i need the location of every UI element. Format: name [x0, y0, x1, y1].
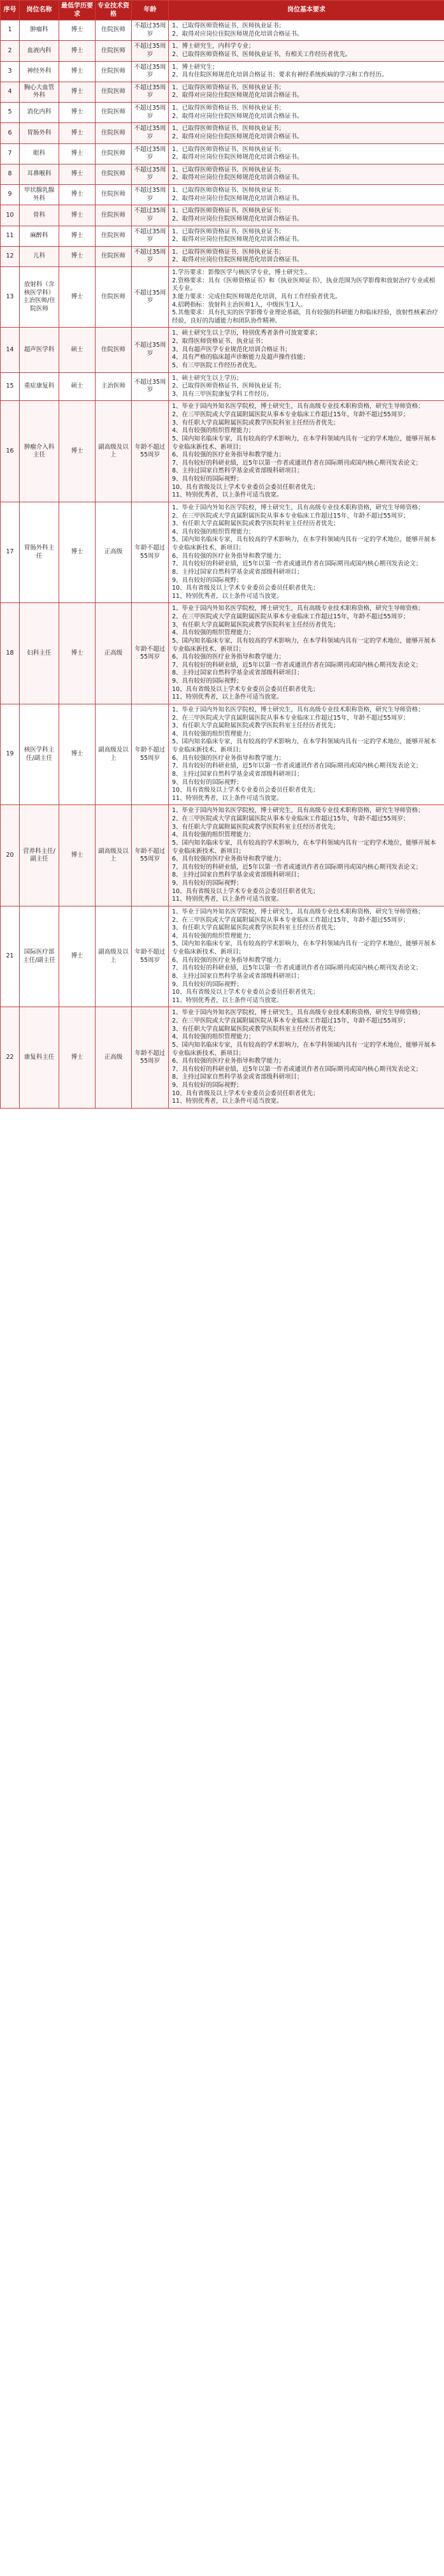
requirement-line: 9、具有较好的国际视野； — [172, 980, 243, 988]
cell-no: 1 — [1, 20, 20, 41]
cell-education: 博士 — [59, 1007, 96, 1109]
cell-education: 博士 — [59, 704, 96, 805]
cell-no: 15 — [1, 372, 20, 401]
requirement-line: 1、硕士研究生以上学历，特别优秀者条件可放宽要求； — [172, 330, 322, 337]
requirement-line: 2、具有住院医师规范化培训合格证书；要求有神经系统疾病的学习和工作经历。 — [172, 71, 388, 79]
cell-qualification: 住院医师 — [96, 143, 132, 164]
cell-age: 不超过35周岁 — [132, 185, 169, 205]
cell-requirements — [169, 328, 444, 372]
requirement-line: 1、博士研究生，内科学专业； — [172, 43, 255, 50]
cell-education: 博士 — [59, 603, 96, 704]
cell-post: 血液内科 — [20, 41, 59, 61]
header-qualification: 专业技术资格 — [96, 1, 132, 20]
requirement-line: 2、在三甲医院或大学直属附属医院从事本专业临床工作超过15年，年龄不超过55周岁； — [172, 714, 410, 722]
requirement-line: 11、特别优秀者，以上条件可适当放宽。 — [172, 1098, 283, 1105]
table-row — [1, 704, 444, 805]
cell-qualification: 副高级及以上 — [96, 906, 132, 1007]
requirement-line: 4、具有较强的组织管理能力； — [172, 528, 255, 535]
cell-education: 硕士 — [59, 328, 96, 372]
requirement-line: 1、毕业于国内外知名医学院校，博士研究生，具有高级专业技术职称资格，研究生导师资格； — [172, 504, 424, 511]
cell-post: 放射科（含核医学科）主治医师/住院医师 — [20, 267, 59, 328]
table-row — [1, 82, 444, 102]
requirement-line: 4、具有较强的组织管理能力； — [172, 1033, 255, 1041]
cell-no: 7 — [1, 143, 20, 164]
cell-post: 消化内科 — [20, 103, 59, 123]
requirement-line: 2、取得对应岗位住院医师规范化培训合格证书。 — [172, 215, 303, 222]
cell-age: 不超过35周岁 — [132, 164, 169, 184]
cell-post: 儿科 — [20, 246, 59, 266]
table-row — [1, 143, 444, 164]
header-age: 年龄 — [132, 1, 169, 20]
requirement-line: 10、具有省级及以上学术专业委员会委员任职者优先； — [172, 989, 319, 996]
requirement-line: 9、具有较好的国际视野； — [172, 1082, 243, 1089]
requirement-line: 1、已取得医师资格证书、医师执业证书； — [172, 248, 285, 256]
cell-qualification: 住院医师 — [96, 328, 132, 372]
requirement-line: 3、具有三甲医院康复学科工作经历。 — [172, 390, 273, 398]
cell-requirements — [169, 123, 444, 143]
cell-post: 神经外科 — [20, 61, 59, 82]
cell-qualification: 副高级及以上 — [96, 805, 132, 906]
requirement-line: 1、毕业于国内外知名医学院校，博士研究生，具有高级专业技术职称资格，研究生导师资格； — [172, 605, 424, 613]
cell-requirements — [169, 906, 444, 1007]
cell-age: 不超过35周岁 — [132, 61, 169, 82]
cell-no: 3 — [1, 61, 20, 82]
requirement-line: 4、具有较强的组织管理能力； — [172, 831, 255, 839]
cell-requirements — [169, 185, 444, 205]
requirement-line: 2、取得对应岗位住院医师规范化培训合格证书。 — [172, 30, 303, 38]
requirement-line: 6、具有较强的医疗业务指导和教学能力； — [172, 1058, 285, 1065]
requirement-line: 1、博士研究生； — [172, 63, 218, 71]
requirement-line: 2、在三甲医院或大学直属附属医院从事本专业临床工作超过15年，年龄不超过55周岁； — [172, 916, 410, 924]
requirement-line: 2、在三甲医院或大学直属附属医院从事本专业临床工作超过15年，年龄不超过55周岁； — [172, 815, 410, 822]
cell-requirements — [169, 205, 444, 226]
requirement-line: 3、有任职大学直属附属医院或教学医院科室主任经历者优先； — [172, 924, 340, 932]
requirement-line: 9、具有较好的国际视野； — [172, 778, 243, 786]
cell-requirements — [169, 805, 444, 906]
cell-qualification: 住院医师 — [96, 103, 132, 123]
header-education: 最低学历要求 — [59, 1, 96, 20]
cell-qualification: 住院医师 — [96, 226, 132, 246]
table-row — [1, 372, 444, 401]
requirement-line: 5.其他要求：具有扎实的医学影像专业理论基础，具有较强的科研能力和临床经验，放射性核素治疗经验，良好的沟通能力和团队协作精神。 — [172, 309, 438, 324]
cell-post: 胃肠外科 — [20, 123, 59, 143]
cell-qualification: 正高级 — [96, 603, 132, 704]
cell-education: 博士 — [59, 205, 96, 226]
requirement-line: 1、毕业于国内外知名医学院校，博士研究生，具有高级专业技术职称资格，研究生导师资格； — [172, 1009, 424, 1017]
cell-education: 博士 — [59, 103, 96, 123]
cell-qualification: 住院医师 — [96, 267, 132, 328]
cell-requirements — [169, 82, 444, 102]
requirement-line: 6、具有较强的医疗业务指导和教学能力； — [172, 552, 285, 560]
requirement-line: 3、具有超声医学专业规范化培训合格证书； — [172, 346, 291, 353]
cell-age: 不超过35周岁 — [132, 328, 169, 372]
cell-post: 麻醉科 — [20, 226, 59, 246]
requirement-line: 1、已取得医师资格证书、医师执业证书； — [172, 125, 285, 133]
cell-qualification: 住院医师 — [96, 205, 132, 226]
cell-education: 博士 — [59, 805, 96, 906]
table-row — [1, 267, 444, 328]
cell-no: 5 — [1, 103, 20, 123]
cell-requirements — [169, 372, 444, 401]
requirement-line: 5、国内知名临床专家，具有较高的学术影响力，在本学科领域内具有一定的学术地位，能够开展本专业临床新技术、新项目； — [172, 738, 436, 753]
requirement-line: 7、具有较好的科研业绩，近5年以第一作者或通讯作者在国际期刊或国内核心期刊发表论文； — [172, 863, 422, 871]
cell-qualification: 副高级及以上 — [96, 704, 132, 805]
requirement-line: 1、毕业于国内外知名医学院校，博士研究生，具有高级专业技术职称资格，研究生导师资格； — [172, 403, 424, 411]
cell-post: 骨科 — [20, 205, 59, 226]
requirement-line: 6、具有较强的医疗业务指导和教学能力； — [172, 956, 285, 964]
cell-requirements — [169, 1007, 444, 1109]
cell-post: 国际医疗部主任/副主任 — [20, 906, 59, 1007]
cell-requirements — [169, 226, 444, 246]
requirement-line: 2、取得对应岗位住院医师规范化培训合格证书。 — [172, 133, 303, 140]
cell-qualification: 副高级及以上 — [96, 401, 132, 502]
requirement-line: 2、已取得医师资格证书、医师执业证书； — [172, 382, 285, 390]
cell-post: 超声医学科 — [20, 328, 59, 372]
table-row — [1, 906, 444, 1007]
table-row — [1, 805, 444, 906]
requirement-line: 4、具有严格的临床超声诊断能力及超声操作技能； — [172, 354, 310, 361]
cell-post: 核医学科主任/副主任 — [20, 704, 59, 805]
cell-requirements — [169, 603, 444, 704]
header-requirements: 岗位基本要求 — [169, 1, 444, 20]
cell-age: 不超过35周岁 — [132, 205, 169, 226]
requirement-line: 11、特别优秀者，以上条件可适当放宽。 — [172, 996, 283, 1004]
cell-requirements — [169, 20, 444, 41]
table-row — [1, 502, 444, 603]
cell-education: 博士 — [59, 123, 96, 143]
cell-qualification: 住院医师 — [96, 41, 132, 61]
requirement-line: 4、具有较强的组织管理能力； — [172, 932, 255, 940]
cell-education: 博士 — [59, 401, 96, 502]
requirement-line: 8、主持过国家自然科学基金或省部级科研项目； — [172, 770, 303, 778]
requirement-line: 2、在三甲医院或大学直属附属医院从事本专业临床工作超过15年，年龄不超过55周岁； — [172, 613, 410, 620]
cell-education: 博士 — [59, 502, 96, 603]
requirement-line: 3、有任职大学直属附属医院或教学医院科室主任经历者优先； — [172, 520, 340, 528]
cell-requirements — [169, 103, 444, 123]
cell-education: 博士 — [59, 906, 96, 1007]
requirement-line: 9、具有较好的国际视野； — [172, 476, 243, 483]
table-row — [1, 61, 444, 82]
table-row — [1, 246, 444, 266]
requirement-line: 1、已取得医师资格证书、医师执业证书； — [172, 207, 285, 215]
cell-age: 年龄不超过55周岁 — [132, 401, 169, 502]
requirement-line: 11、特别优秀者，以上条件可适当放宽。 — [172, 694, 283, 701]
cell-qualification: 住院医师 — [96, 164, 132, 184]
requirement-line: 1、已取得医师资格证书、医师执业证书； — [172, 84, 285, 91]
requirement-line: 1、已取得医师资格证书、医师执业证书； — [172, 187, 285, 194]
requirement-line: 4.招聘指标：放射科主治医师1人，中级医生1人。 — [172, 301, 307, 309]
requirement-line: 1、已取得医师资格证书、医师执业证书； — [172, 22, 285, 29]
requirement-line: 2、在三甲医院或大学直属附属医院从事本专业临床工作超过15年，年龄不超过55周岁； — [172, 512, 410, 520]
cell-qualification: 住院医师 — [96, 20, 132, 41]
requirement-line: 7、具有较好的科研业绩，近5年以第一作者或通讯作者在国际期刊或国内核心期刊发表论文； — [172, 560, 422, 568]
cell-age: 不超过35周岁 — [132, 123, 169, 143]
requirement-line: 2、取得对应岗位住院医师规范化培训合格证书。 — [172, 92, 303, 99]
requirement-line: 7、具有较好的科研业绩，近5年以第一作者或通讯作者在国际期刊或国内核心期刊发表论文； — [172, 964, 422, 972]
cell-no: 12 — [1, 246, 20, 266]
cell-age: 不超过35周岁 — [132, 267, 169, 328]
cell-age: 年龄不超过55周岁 — [132, 502, 169, 603]
requirement-line: 10、具有省级及以上学术专业委员会委员任职者优先； — [172, 887, 319, 895]
requirement-line: 6、具有较强的医疗业务指导和教学能力； — [172, 451, 285, 459]
requirement-line: 1、已取得医师资格证书、医师执业证书； — [172, 145, 285, 153]
cell-education: 博士 — [59, 246, 96, 266]
cell-no: 18 — [1, 603, 20, 704]
requirement-line: 11、特别优秀者，以上条件可适当放宽。 — [172, 896, 283, 903]
requirement-line: 3、有任职大学直属附属医院或教学医院科室主任经历者优先； — [172, 722, 340, 730]
cell-education: 博士 — [59, 82, 96, 102]
table-row — [1, 328, 444, 372]
recruitment-table — [0, 0, 444, 1109]
requirement-line: 9、具有较好的国际视野； — [172, 678, 243, 685]
requirement-line: 1、毕业于国内外知名医学院校，博士研究生，具有高级专业技术职称资格，研究生导师资格； — [172, 807, 424, 815]
cell-age: 不超过35周岁 — [132, 41, 169, 61]
table-row — [1, 103, 444, 123]
requirement-line: 2、取得对应岗位住院医师规范化培训合格证书。 — [172, 174, 303, 182]
cell-no: 8 — [1, 164, 20, 184]
cell-education: 博士 — [59, 164, 96, 184]
requirement-line: 1、毕业于国内外知名医学院校，博士研究生，具有高级专业技术职称资格，研究生导师资格； — [172, 908, 424, 915]
requirement-line: 5、国内知名临床专家，具有较高的学术影响力，在本学科领域内具有一定的学术地位，能够开展本专业临床新技术、新项目； — [172, 940, 436, 956]
cell-requirements — [169, 143, 444, 164]
cell-age: 年龄不超过55周岁 — [132, 603, 169, 704]
requirement-line: 7、具有较好的科研业绩，近5年以第一作者或通讯作者在国际期刊或国内核心期刊发表论文； — [172, 1065, 422, 1073]
cell-post: 耳鼻喉科 — [20, 164, 59, 184]
requirement-line: 10、具有省级及以上学术专业委员会委员任职者优先； — [172, 483, 319, 491]
requirement-line: 2、已取得医师资格证书、医师执业证书，有相关工作经历者优先。 — [172, 50, 352, 58]
requirement-line: 5、国内知名临床专家，具有较高的学术影响力，在本学科领域内具有一定的学术地位，能够开展本专业临床新技术、新项目； — [172, 637, 436, 653]
cell-post: 胃肠外科主任 — [20, 502, 59, 603]
requirement-line: 7、具有较好的科研业绩，近5年以第一作者或通讯作者在国际期刊或国内核心期刊发表论文； — [172, 762, 422, 770]
requirement-line: 6、具有较强的医疗业务指导和教学能力； — [172, 754, 285, 762]
requirement-line: 3、有任职大学直属附属医院或教学医院科室主任经历者优先； — [172, 621, 340, 629]
requirement-line: 1、已取得医师资格证书、医师执业证书； — [172, 166, 285, 173]
table-row — [1, 123, 444, 143]
requirement-line: 9、具有较好的国际视野； — [172, 880, 243, 887]
requirement-line: 5、国内知名临床专家，具有较高的学术影响力，在本学科领域内具有一定的学术地位，能够开展本专业临床新技术、新项目； — [172, 839, 436, 855]
table-header — [1, 1, 444, 20]
requirement-line: 10、具有省级及以上学术专业委员会委员任职者优先； — [172, 585, 319, 592]
requirement-line: 6、具有较强的医疗业务指导和教学能力； — [172, 653, 285, 661]
requirement-line: 2.资格要求：具有《医师资格证书》和《执业医师证书》，执业范围为医学影像和放射治疗专业或相关专业。 — [172, 277, 435, 293]
cell-requirements — [169, 502, 444, 603]
cell-no: 16 — [1, 401, 20, 502]
requirement-line: 6、具有较强的医疗业务指导和教学能力； — [172, 855, 285, 863]
cell-post: 眼科 — [20, 143, 59, 164]
cell-qualification: 住院医师 — [96, 61, 132, 82]
table-row — [1, 41, 444, 61]
cell-no: 10 — [1, 205, 20, 226]
requirement-line: 11、特别优秀者，以上条件可适当放宽。 — [172, 794, 283, 802]
cell-no: 22 — [1, 1007, 20, 1109]
cell-no: 6 — [1, 123, 20, 143]
cell-no: 9 — [1, 185, 20, 205]
cell-requirements — [169, 246, 444, 266]
cell-requirements — [169, 41, 444, 61]
cell-no: 19 — [1, 704, 20, 805]
cell-education: 硕士 — [59, 372, 96, 401]
cell-education: 博士 — [59, 20, 96, 41]
cell-post: 甲状腺乳腺外科 — [20, 185, 59, 205]
table-row — [1, 164, 444, 184]
table-body — [1, 20, 444, 1109]
cell-age: 不超过35周岁 — [132, 103, 169, 123]
cell-age: 年龄不超过55周岁 — [132, 805, 169, 906]
cell-requirements — [169, 164, 444, 184]
requirement-line: 2、取得对应岗位住院医师规范化培训合格证书。 — [172, 256, 303, 264]
requirement-line: 8、主持过国家自然科学基金或省部级科研项目； — [172, 871, 303, 879]
cell-post: 肿瘤科 — [20, 20, 59, 41]
cell-qualification: 正高级 — [96, 502, 132, 603]
requirement-line: 2、在三甲医院或大学直属附属医院从事本专业临床工作超过15年，年龄不超过55周岁； — [172, 1017, 410, 1024]
cell-requirements — [169, 267, 444, 328]
requirement-line: 10、具有省级及以上学术专业委员会委员任职者优先； — [172, 1089, 319, 1097]
requirement-line: 1.学历要求：影像医学与核医学专业，博士研究生。 — [172, 269, 312, 276]
cell-no: 4 — [1, 82, 20, 102]
requirement-line: 3、有任职大学直属附属医院或教学医院科室主任经历者优先； — [172, 823, 340, 831]
cell-post: 重症康复科 — [20, 372, 59, 401]
cell-qualification: 住院医师 — [96, 123, 132, 143]
requirement-line: 2、取得对应岗位住院医师规范化培训合格证书。 — [172, 194, 303, 202]
requirement-line: 9、具有较好的国际视野； — [172, 576, 243, 584]
cell-education: 博士 — [59, 267, 96, 328]
cell-age: 不超过35周岁 — [132, 20, 169, 41]
requirement-line: 7、具有较好的科研业绩，近5年以第一作者或通讯作者在国际期刊或国内核心期刊发表论文； — [172, 459, 422, 467]
requirement-line: 2、取得对应岗位住院医师规范化培训合格证书。 — [172, 236, 303, 244]
requirement-line: 10、具有省级及以上学术专业委员会委员任职者优先； — [172, 685, 319, 693]
table-row — [1, 401, 444, 502]
requirement-line: 5、国内知名临床专家，具有较高的学术影响力，在本学科领域内具有一定的学术地位，能够开展本专业临床新技术、新项目； — [172, 435, 436, 451]
header-row — [1, 1, 444, 20]
cell-qualification: 住院医师 — [96, 82, 132, 102]
requirement-line: 1、硕士研究生以上学历； — [172, 374, 243, 382]
cell-no: 2 — [1, 41, 20, 61]
cell-post: 肿瘤介入科主任 — [20, 401, 59, 502]
cell-qualification: 住院医师 — [96, 246, 132, 266]
cell-age: 不超过35周岁 — [132, 226, 169, 246]
table-row — [1, 185, 444, 205]
cell-education: 博士 — [59, 143, 96, 164]
cell-requirements — [169, 61, 444, 82]
requirement-line: 8、主持过国家自然科学基金或省部级科研项目； — [172, 568, 303, 576]
requirement-line: 2、在三甲医院或大学直属附属医院从事本专业临床工作超过15年，年龄不超过55周岁； — [172, 411, 410, 418]
requirement-line: 1、已取得医师资格证书、医师执业证书； — [172, 228, 285, 235]
cell-no: 14 — [1, 328, 20, 372]
requirement-line: 8、主持过国家自然科学基金或省部级科研项目； — [172, 1073, 303, 1081]
requirement-line: 7、具有较好的科研业绩，近5年以第一作者或通讯作者在国际期刊或国内核心期刊发表论文； — [172, 661, 422, 669]
requirement-line: 4、具有较强的组织管理能力； — [172, 730, 255, 738]
cell-qualification: 主治医师 — [96, 372, 132, 401]
requirement-line: 1、毕业于国内外知名医学院校，博士研究生，具有高级专业技术职称资格，研究生导师资格； — [172, 706, 424, 713]
cell-post: 康复科主任 — [20, 1007, 59, 1109]
cell-age: 年龄不超过55周岁 — [132, 704, 169, 805]
cell-age: 不超过35周岁 — [132, 82, 169, 102]
requirement-line: 2、取得对应岗位住院医师规范化培训合格证书。 — [172, 112, 303, 120]
requirement-line: 5、国内知名临床专家，具有较高的学术影响力，在本学科领域内具有一定的学术地位，能够开展本专业临床新技术、新项目； — [172, 1041, 436, 1057]
cell-no: 20 — [1, 805, 20, 906]
cell-age: 不超过35周岁 — [132, 143, 169, 164]
requirement-line: 2、取得对应岗位住院医师规范化培训合格证书。 — [172, 154, 303, 161]
cell-requirements — [169, 401, 444, 502]
header-post: 岗位名称 — [20, 1, 59, 20]
cell-age: 不超过35周岁 — [132, 246, 169, 266]
requirement-line: 11、特别优秀者，以上条件可适当放宽。 — [172, 592, 283, 600]
cell-education: 博士 — [59, 61, 96, 82]
requirement-line: 4、具有较强的组织管理能力； — [172, 629, 255, 637]
table-row — [1, 603, 444, 704]
table-row — [1, 205, 444, 226]
cell-education: 博士 — [59, 185, 96, 205]
requirement-line: 3、有任职大学直属附属医院或教学医院科室主任经历者优先； — [172, 419, 340, 426]
cell-age: 年龄不超过55周岁 — [132, 1007, 169, 1109]
cell-no: 21 — [1, 906, 20, 1007]
cell-post: 胸心大血管外科 — [20, 82, 59, 102]
requirement-line: 8、主持过国家自然科学基金或省部级科研项目； — [172, 669, 303, 677]
cell-age: 不超过35周岁 — [132, 372, 169, 401]
cell-no: 17 — [1, 502, 20, 603]
cell-qualification: 正高级 — [96, 1007, 132, 1109]
header-no: 序号 — [1, 1, 20, 20]
requirement-line: 2、取得医师资格证书、执业证书； — [172, 338, 267, 345]
cell-no: 13 — [1, 267, 20, 328]
requirement-line: 8、主持过国家自然科学基金或省部级科研项目； — [172, 972, 303, 980]
requirement-line: 1、已取得医师资格证书、医师执业证书； — [172, 105, 285, 112]
cell-requirements — [169, 704, 444, 805]
cell-post: 妇科主任 — [20, 603, 59, 704]
requirement-line: 10、具有省级及以上学术专业委员会委员任职者优先； — [172, 787, 319, 794]
requirement-line: 5、有三甲医院工作经历者优先。 — [172, 361, 261, 369]
requirement-line: 3.能力要求：完成住院医师规范化培训，具有工作经验者优先。 — [172, 293, 341, 300]
cell-post: 营养科主任/副主任 — [20, 805, 59, 906]
cell-age: 年龄不超过55周岁 — [132, 906, 169, 1007]
requirement-line: 11、特别优秀者，以上条件可适当放宽。 — [172, 491, 283, 499]
cell-qualification: 住院医师 — [96, 185, 132, 205]
requirement-line: 5、国内知名临床专家，具有较高的学术影响力，在本学科领域内具有一定的学术地位，能够开展本专业临床新技术、新项目； — [172, 536, 436, 551]
cell-education: 博士 — [59, 41, 96, 61]
table-row — [1, 1007, 444, 1109]
table-row — [1, 226, 444, 246]
requirement-line: 8、主持过国家自然科学基金或省部级科研项目； — [172, 467, 303, 475]
requirement-line: 3、有任职大学直属附属医院或教学医院科室主任经历者优先； — [172, 1025, 340, 1033]
table-row — [1, 20, 444, 41]
cell-no: 11 — [1, 226, 20, 246]
cell-education: 博士 — [59, 226, 96, 246]
requirement-line: 4、具有较强的组织管理能力； — [172, 427, 255, 435]
